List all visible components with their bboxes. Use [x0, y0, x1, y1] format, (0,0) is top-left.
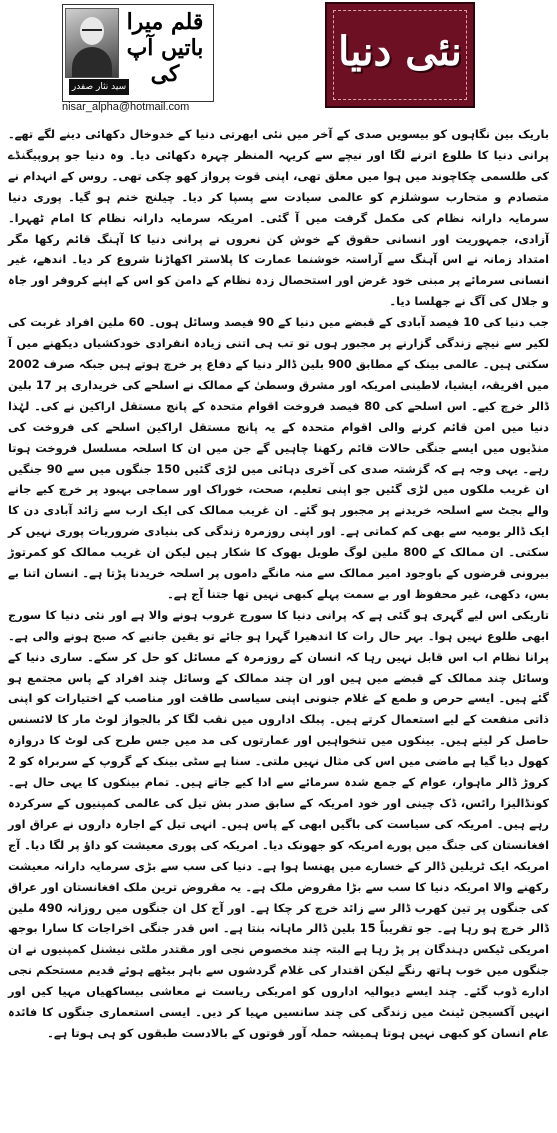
author-name: سید نثار صفدر	[69, 79, 129, 95]
header	[0, 0, 557, 120]
author-portrait	[65, 8, 119, 78]
column-title-line2: باتیں آپ کی	[126, 35, 204, 87]
article-paragraph: تاریکی اس لیے گہری ہو گئی ہے کہ پرانی دنیا کا سورج غروب ہونے والا ہے اور نئی دنیا کا سورج ابھی طلوع نہیں ہوا۔ بہر حال رات کا اندھیرا گہرا ہو جائے تو یقین جانیے کہ صبح ہونے والی ہے۔ پرانا نظام اب اس قابل نہیں رہا کہ انسان کے روزمرہ کے مسائل کو حل کر سکے۔ ساری دنیا کے وسائل چند ممالک کے قبضے میں ہیں اور ان چند ممالک کے وسائل چند افراد کے پاس مجتمع ہو گئے ہیں۔ ایسے حرص و طمع کے غلام جنونی اپنی سیاسی طاقت اور مناصب کے اختیارات کو اپنی ذاتی منفعت کے لیے استعمال کرتے ہیں۔ پبلک اداروں میں نقب لگا کر بالجواز لوٹ مار کا لائسنس حاصل کر لیتے ہیں۔ بینکوں میں تنخواہیں اور عمارتوں کی مد میں جس طرح کی لوٹ کا دروازہ کھول دیا گیا ہے ماضی میں اس کی مثال نہیں ملتی۔ سنا ہے سٹی بینک کے گروپ کے سربراہ کو 2 کروڑ ڈالر ماہوار، عوام کے جمع شدہ سرمائے سے ادا کیے جاتے ہیں۔ تمام بینکوں کا یہی حال ہے۔ کونڈالیزا رائس، ڈک چینی اور خود امریکہ کے سابق صدر بش تیل کی عالمی کمپنیوں کے سرکردہ رہے ہیں۔ امریکہ کی سیاست کی باگیں ابھی کے پاس ہیں۔ انہی تیل کے اجارہ داروں نے عراق اور افغانستان کی جنگ میں پورے امریکہ کو جھونک دیا۔ امریکہ کی پوری معیشت کو داؤ پر لگا دیا۔ آج امریکہ ایک ٹریلین ڈالر کے خسارے میں پھنسا ہوا ہے۔ دنیا کی سب سے بڑی سرمایہ دارانہ معیشت رکھنے والا امریکہ دنیا کا سب سے بڑا مقروض ملک ہے۔ یہ مقروض ترین ملک افغانستان اور عراق کی جنگوں پر تین کھرب ڈالر سے زائد خرچ کر چکا ہے۔ اور آج کل ان جنگوں میں روزانہ 490 ملین ڈالر خرچ ہو رہا ہے۔ جو تقریباً 15 بلین ڈالر ماہانہ بنتا ہے۔ اس قدر جنگی اخراجات کا سارا بوجھ امریکی ٹیکس دہندگان پر پڑ رہا ہے البتہ چند مخصوص نجی اور مقتدر ملٹی نیشنل کمپنیوں نے ان جنگوں میں خوب ہاتھ رنگے لیکن اقتدار کی غلام گردشوں سے باہر بیٹھے ہوئے قدیم مستحکم نجی ادارے ڈوب گئے۔ چند ایسے دیوالیہ اداروں کو امریکی ریاست نے معاشی بیساکھیاں مہیا کیں اور انہیں آکسیجن ٹینٹ میں زندگی کی چند سانسیں مہیا کر دیں۔ ایسی استعماری جنگوں کا فائدہ عام انسان کو کبھی نہیں ہوتا ہمیشہ حملہ آور قوتوں کے بالادست طبقوں کو ہی ہوتا ہے۔	[8, 607, 549, 1040]
newspaper-logo-text: نئی دنیا	[338, 28, 462, 75]
author-email: nisar_alpha@hotmail.com	[62, 101, 190, 113]
author-column-box	[62, 4, 214, 102]
column-title-line1: قلم میرا	[126, 9, 204, 35]
article-paragraph: باریک بین نگاہوں کو بیسویں صدی کے آخر میں نئی ابھرتی دنیا کے خدوخال دکھائی دینے لگے تھے۔ پرانی دنیا کا طلوع اترنے لگا اور نیچے سے کریہہ المنظر چہرہ دکھائی دیا۔ وہ دنیا جو پروپیگنڈے کی طلسمی چکاچوند میں ہوا میں معلق تھی، اپنی قوت پرواز کھو چکی تھی۔ روس کے انہدام نے متصادم و متحارب سوشلزم کو عالمی سیادت سے پسپا کر دیا۔ چیلنج ختم ہو گیا۔ پوری دنیا سرمایہ دارانہ نظام کی مکمل گرفت میں آ گئی۔ امریکہ سرمایہ دارانہ نظام کا امام ٹھہرا۔ آزادی، جمہوریت اور انسانی حقوق کے خوش کن نعروں نے پرانی دنیا کا آہنگ قائم رکھا مگر امتداد زمانہ نے اس آہنگ سے آراستہ خوشنما عمارت کا پلاستر اکھاڑنا شروع کر دیا۔ اندھے، غیر انسانی سرمائے پر مبنی خود غرض اور استحصال زدہ نظام کے دامن کو اس کے اپنے کروفر اور جاہ و جلال کی آگ نے جھلسا دیا۔	[8, 127, 549, 309]
newspaper-logo	[325, 2, 475, 108]
column-title	[121, 9, 209, 87]
article-paragraph: جب دنیا کی 10 فیصد آبادی کے قبضے میں دنیا کے 90 فیصد وسائل ہوں۔ 60 ملین افراد غربت کی لکیر سے نیچے زندگی گزارنے پر مجبور ہوں تو تب ہی اتنی زیادہ انفرادی خودکشیاں دیکھنے میں آ سکتی ہیں۔ عالمی بینک کے مطابق 900 بلین ڈالر دنیا کے دفاع پر خرچ ہوتے ہیں جبکہ صرف 2002 میں افریقہ، ایشیا، لاطینی امریکہ اور مشرق وسطیٰ کے ممالک نے اسلحے کی خریداری پر 17 بلین ڈالر خرچ کیے۔ اس اسلحے کی 80 فیصد فروخت اقوام متحدہ کے پانچ مستقل اراکین نے کی۔ لہٰذا دنیا میں امن قائم کرنے والی اقوام متحدہ کے یہ پانچ مستقل اراکین اسلحے کی فروخت کی منڈیوں میں ایسے جنگی حالات قائم رکھنا چاہیں گے جن میں ان کا اسلحہ مسلسل فروخت ہوتا رہے۔ یہی وجہ ہے کہ گزشتہ صدی کی آخری دہائی میں لڑی گئیں 150 جنگوں میں سے 90 جنگیں ان غریب ملکوں میں لڑی گئیں جو اپنی تعلیم، صحت، خوراک اور سماجی بہبود پر خرچ کیے جانے والے بجٹ سے اسلحہ خریدنے پر مجبور ہو گئے۔ ان غریب ممالک کی ایک ارب سے زائد آبادی دن کا ایک ڈالر یومیہ سے بھی کم کماتی ہے۔ اور اپنی روزمرہ زندگی کی بنیادی ضروریات پوری نہیں کر سکتی۔ ان ممالک کے 800 ملین لوگ طویل بھوک کا شکار ہیں لیکن ان غریب ممالک کو کمرتوڑ بیرونی قرضوں کے باوجود امیر ممالک سے منہ مانگے داموں پر اسلحہ خریدنا پڑتا ہے۔ انسان اتنا بے بس، دکھی، غیر محفوظ اور بے سمت پہلے کبھی نہیں تھا جتنا آج ہے۔	[8, 315, 550, 601]
article-body	[8, 124, 549, 1044]
